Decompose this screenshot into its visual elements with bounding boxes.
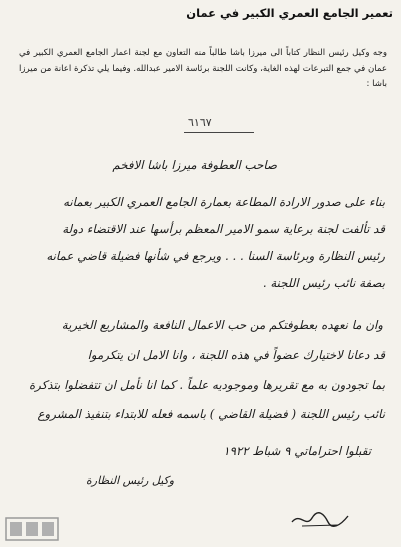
letter-line-4: بصفة نائب رئيس اللجنة . [262,276,385,290]
letter-salutation: صاحب العطوفة ميرزا باشا الافخم [112,158,277,172]
letter-line-7: بما تجودون به مع تقريرها وموجوديه علماً . كما انا نأمل ان تتفضلوا بتذكرة [28,378,385,392]
letter-line-1: بناء على صدور الارادة المطاعة بعمارة الجامع العمري الكبير بعمانه [63,195,385,209]
letter-line-6: قد دعانا لاختيارك عضواً في هذه اللجنة ، وانا الامل ان يتكرموا [87,348,385,362]
reference-stamp: ٦١٦٧ [188,116,212,129]
signoff-title: وكيل رئيس النظارة [86,474,175,487]
letter-line-8: نائب رئيس اللجنة ( فضيلة القاضي ) باسمه فعله للابتداء بتنفيذ المشروع [37,407,385,421]
watermark-logo [4,514,60,544]
stamp-underline [184,132,254,133]
intro-paragraph: وجه وكيل رئيس النظار كتاباً الى ميرزا باشا طالباً منه التعاون مع لجنة اعمار الجامع العمري الكبير في عمان في جمع التبرعات لهذه الغاية، وكانت اللجنة برئاسة الامير عبدالله. وفيما يلي تذكرة اعانة من ميرزا باشا : [19,48,387,89]
document-title: تعمير الجامع العمري الكبير في عمان [186,6,393,20]
letter-line-3: رئيس النظارة وبرئاسة السنا . . . ويرجع في شأنها فضيلة قاضي عمانه [46,249,385,263]
signature-scribble [290,508,350,530]
letter-line-2: قد تألفت لجنة برعاية سمو الامير المعظم برأسها عند الاقتضاء دولة [62,222,385,236]
letter-closing: تقبلوا احتراماتي ٩ شباط ١٩٢٢ [223,444,371,458]
letter-line-5: وان ما نعهده بعطوفتكم من حب الاعمال النافعة والمشاريع الخيرية [61,318,383,332]
